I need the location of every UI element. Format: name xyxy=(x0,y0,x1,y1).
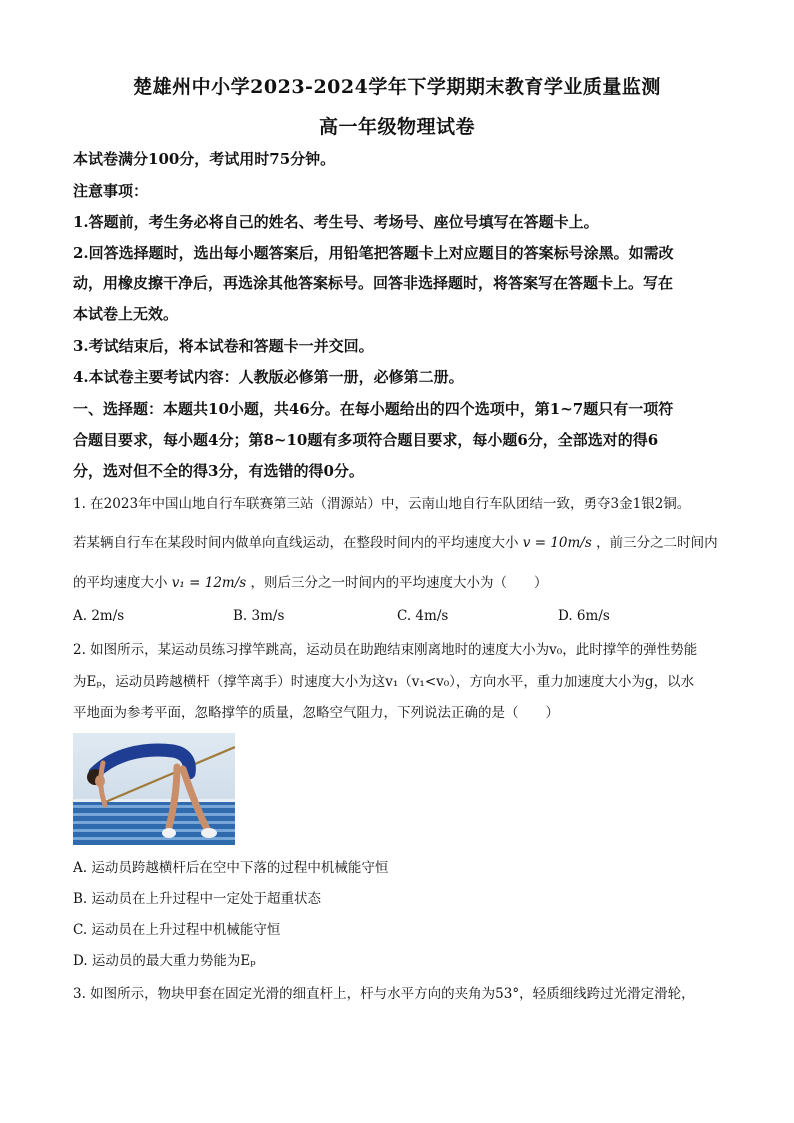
notice-item-2: 2.回答选择题时，选出每小题答案后，用铅笔把答题卡上对应题目的答案标号涂黑。如需改 xyxy=(73,244,674,262)
question-1-fragment: ，则后三分之一时间内的平均速度大小为（ ） xyxy=(250,575,548,591)
section-heading: 一、选择题：本题共10小题，共46分。在每小题给出的四个选项中，第1~7题只有一项符 xyxy=(73,400,674,418)
pole-vault-illustration xyxy=(73,733,235,845)
notice-item-2-end: 本试卷上无效。 xyxy=(73,305,179,323)
question-1-option-d[interactable]: D. 6m/s xyxy=(558,608,610,624)
exam-title: 楚雄州中小学2023-2024学年下学期期末教育学业质量监测 xyxy=(133,76,661,98)
notice-item-3: 3.考试结束后，将本试卷和答题卡一并交回。 xyxy=(73,337,374,355)
question-2-option-b[interactable]: B. 运动员在上升过程中一定处于超重状态 xyxy=(73,891,322,907)
avg-velocity-formula: v = 10m/s xyxy=(522,535,592,551)
question-1-fragment: 若某辆自行车在某段时间内做单向直线运动，在整段时间内的平均速度大小 xyxy=(73,535,519,551)
section-rules: 合题目要求，每小题4分；第8~10题有多项符合题目要求，每小题6分，全部选对的得6 xyxy=(73,431,659,449)
question-1-option-b[interactable]: B. 3m/s xyxy=(233,608,285,624)
question-1-fragment: ，前三分之二时间内 xyxy=(596,535,718,551)
question-1-text-end xyxy=(73,572,547,594)
question-2-option-c[interactable]: C. 运动员在上升过程中机械能守恒 xyxy=(73,922,281,938)
score-note: 本试卷满分100分，考试用时75分钟。 xyxy=(73,150,336,168)
exam-subtitle: 高一年级物理试卷 xyxy=(318,116,475,138)
section-rules-end: 分，选对但不全的得3分，有选错的得0分。 xyxy=(73,462,364,480)
question-1-text-cont xyxy=(73,532,718,554)
question-2-text-end: 平地面为参考平面，忽略撑竿的质量，忽略空气阻力，下列说法正确的是（ ） xyxy=(73,705,559,721)
question-1-fragment: 的平均速度大小 xyxy=(73,575,168,591)
notice-heading: 注意事项： xyxy=(73,182,149,200)
question-1-option-c[interactable]: C. 4m/s xyxy=(397,608,449,624)
notice-item-2-cont: 动，用橡皮擦干净后，再选涂其他答案标号。回答非选择题时，将答案写在答题卡上。写在 xyxy=(73,274,674,292)
question-1-option-a[interactable]: A. 2m/s xyxy=(73,608,125,624)
question-2-option-a[interactable]: A. 运动员跨越横杆后在空中下落的过程中机械能守恒 xyxy=(73,860,389,876)
question-1-text: 1. 在2023年中国山地自行车联赛第三站（渭源站）中，云南山地自行车队团结一致，勇夺3金1银2铜。 xyxy=(73,496,691,512)
question-2-text: 2. 如图所示，某运动员练习撑竿跳高，运动员在助跑结束刚离地时的速度大小为v₀，此时撑竿的弹性势能 xyxy=(73,642,698,658)
notice-item-4: 4.本试卷主要考试内容：人教版必修第一册，必修第二册。 xyxy=(73,368,464,386)
question-2-text-cont: 为Eₚ，运动员跨越横杆（撑竿离手）时速度大小为这v₁（v₁<v₀），方向水平，重力加速度大小为g，以水 xyxy=(73,674,695,690)
pole-vault-photo xyxy=(73,733,235,845)
question-2-option-d[interactable]: D. 运动员的最大重力势能为Eₚ xyxy=(73,953,256,969)
question-3-text: 3. 如图所示，物块甲套在固定光滑的细直杆上，杆与水平方向的夹角为53°，轻质细线跨过光滑定滑轮， xyxy=(73,986,695,1002)
notice-item-1: 1.答题前，考生务必将自己的姓名、考生号、考场号、座位号填写在答题卡上。 xyxy=(73,213,599,231)
avg-velocity-1-formula: v₁ = 12m/s xyxy=(171,575,247,591)
